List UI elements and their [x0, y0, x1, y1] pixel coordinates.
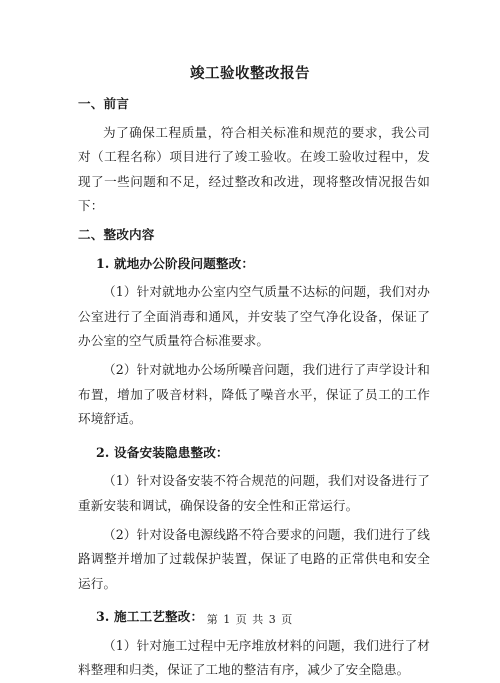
page-title: 竣工验收整改报告: [190, 65, 310, 82]
item2-paragraph-2: （2）针对设备电源线路不符合要求的问题，我们进行了线路调整并增加了过载保护装置，保证了电路的正常供电和安全运行。: [78, 526, 430, 591]
item2-paragraph-1: （1）针对设备安装不符合规范的问题，我们对设备进行了重新安装和调试，确保设备的安全性和正常运行。: [78, 473, 430, 513]
item1-paragraph-1: （1）针对就地办公室内空气质量不达标的问题，我们对办公室进行了全面消毒和通风，并安装了空气净化设备，保证了办公室的空气质量符合标准要求。: [78, 284, 430, 349]
intro-paragraph: 为了确保工程质量，符合相关标准和规范的要求，我公司对（工程名称）项目进行了竣工验收。在竣工验收过程中，发现了一些问题和不足，经过整改和改进，现将整改情况报告如下：: [78, 124, 430, 214]
subsection-heading-3: 3. 施工工艺整改：: [96, 609, 204, 625]
subsection-heading-2: 2. 设备安装隐患整改：: [96, 444, 229, 460]
page-number-footer: 第 1 页 共 3 页: [206, 613, 294, 626]
subsection-heading-1: 1. 就地办公阶段问题整改：: [96, 255, 255, 271]
item3-paragraph-1: （1）针对施工过程中无序堆放材料的问题，我们进行了材料整理和归类，保证了工地的整洁有序，减少了安全隐患。: [78, 637, 430, 678]
item1-paragraph-2: （2）针对就地办公场所噪音问题，我们进行了声学设计和布置，增加了吸音材料，降低了噪音水平，保证了员工的工作环境舒适。: [78, 361, 430, 427]
document-body: [78, 92, 430, 683]
section-heading-content: 二、整改内容: [78, 226, 155, 242]
section-heading-intro: 一、前言: [78, 96, 129, 111]
